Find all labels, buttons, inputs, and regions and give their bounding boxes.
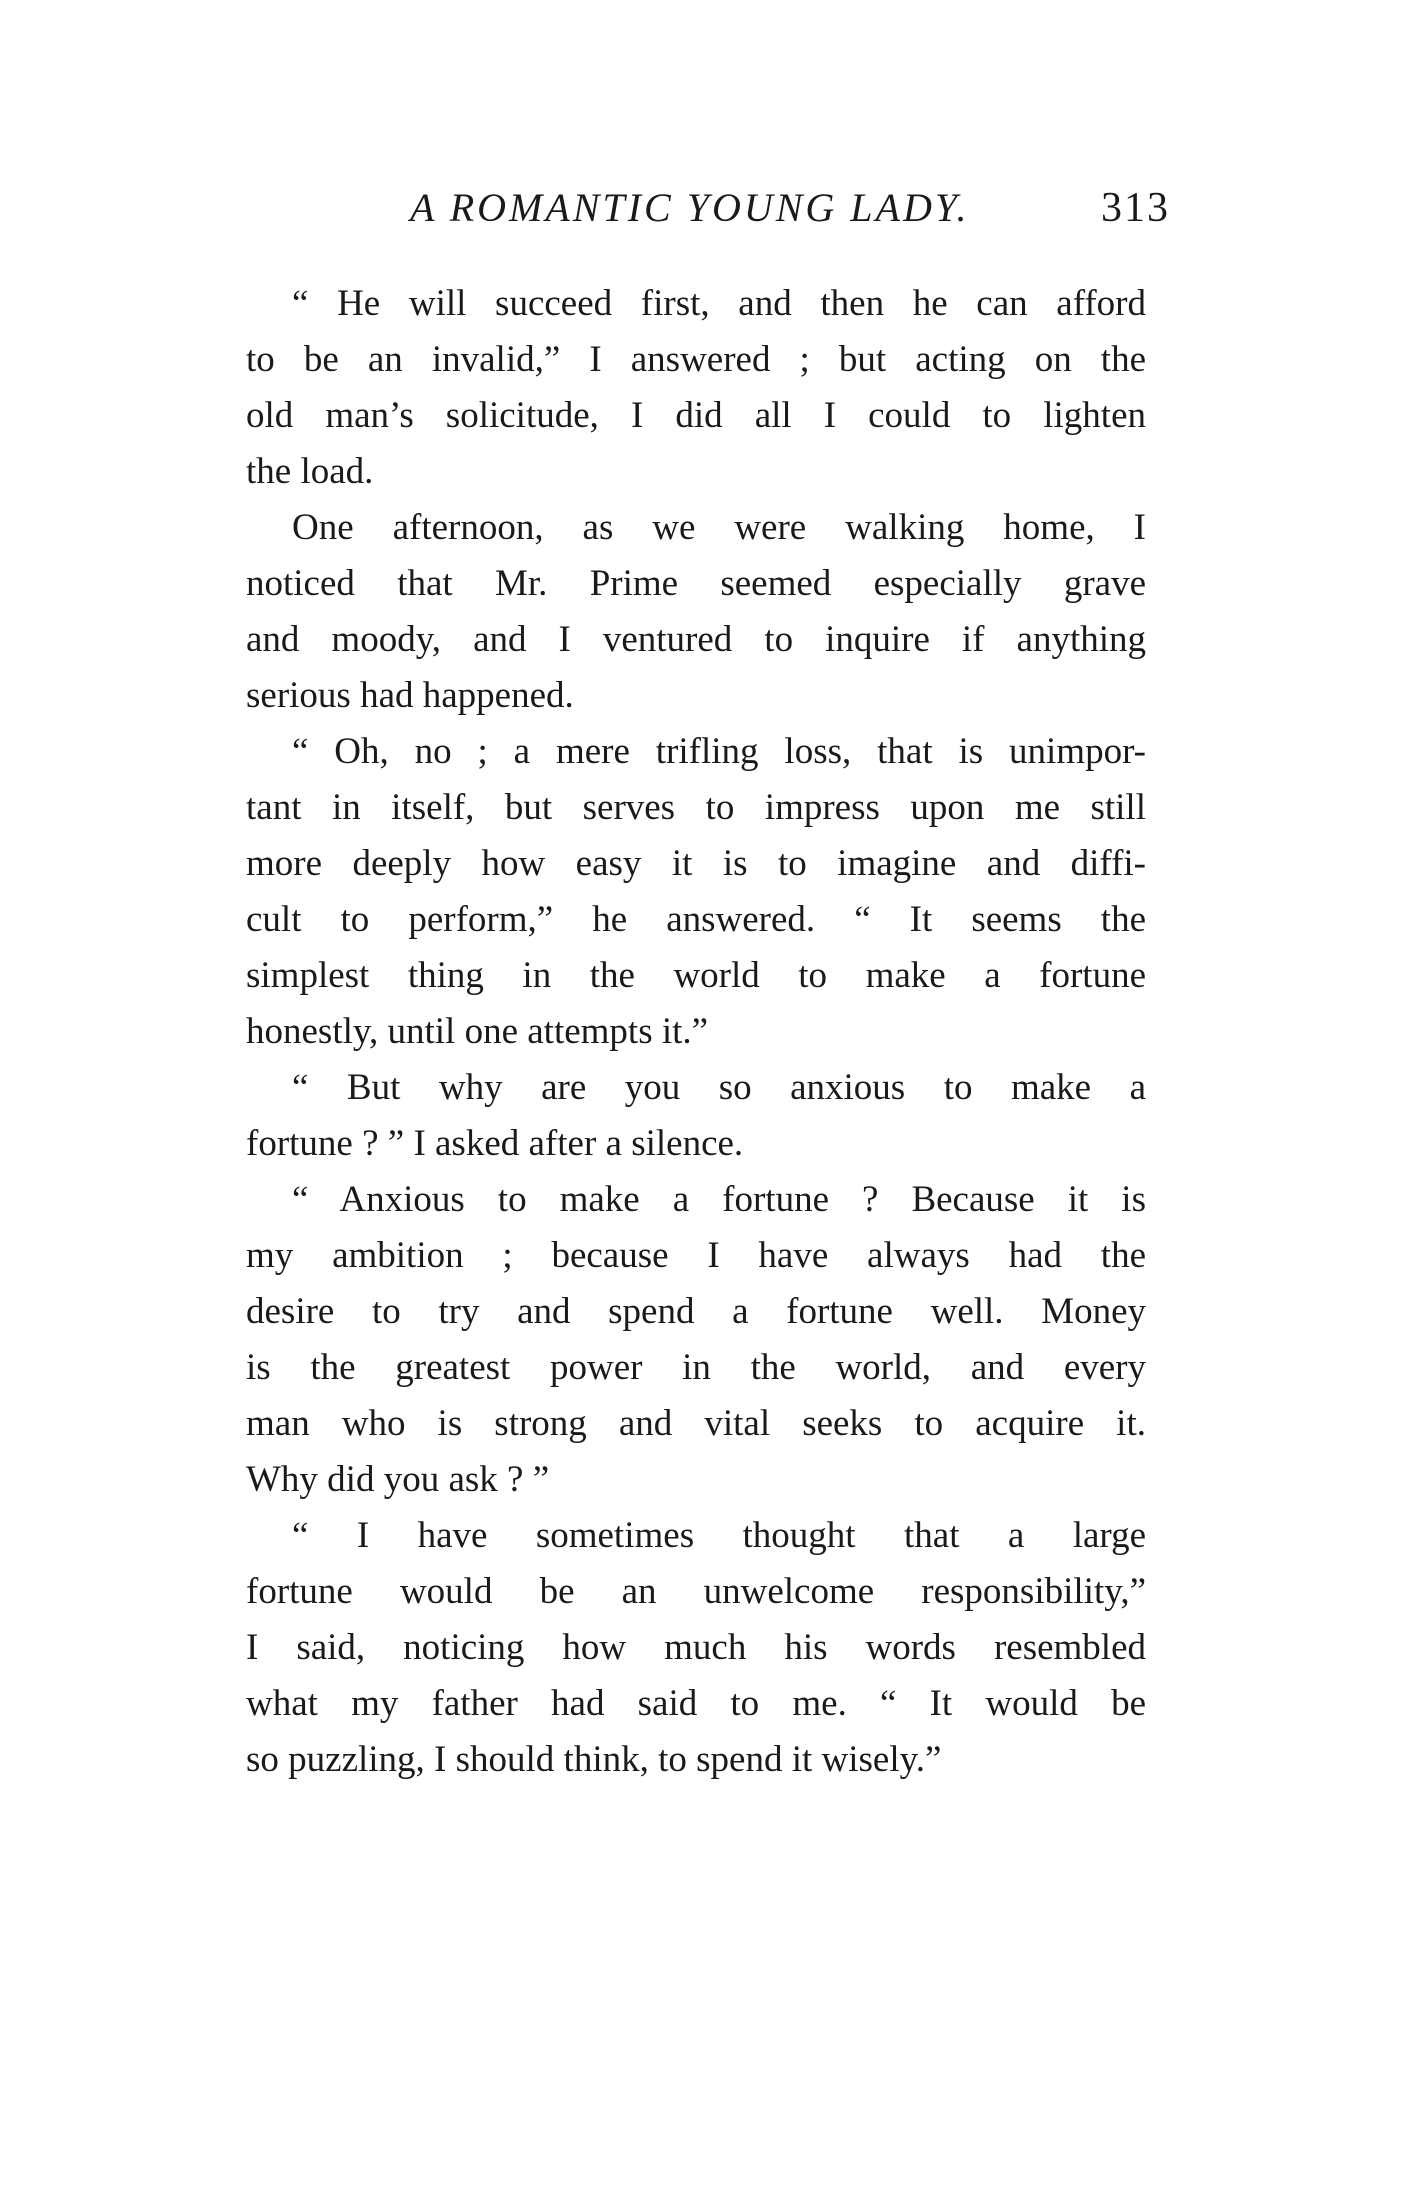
page-number: 313 <box>1101 185 1170 231</box>
text-line: what my father had said to me. “ It would be <box>246 1683 1146 1724</box>
text-line: fortune would be an unwelcome responsibility,” <box>246 1571 1146 1612</box>
text-line: noticed that Mr. Prime seemed especially grave <box>246 563 1146 604</box>
text-line: simplest thing in the world to make a fortune <box>246 955 1146 996</box>
text-line: serious had happened. <box>246 675 574 716</box>
text-line: honestly, until one attempts it.” <box>246 1011 709 1052</box>
body-text <box>246 276 1146 1788</box>
text-line: more deeply how easy it is to imagine and diffi- <box>246 843 1146 884</box>
text-line: my ambition ; because I have always had the <box>246 1235 1146 1276</box>
running-title: A ROMANTIC YOUNG LADY. <box>410 185 970 230</box>
running-head <box>410 178 1170 238</box>
text-line: “ He will succeed first, and then he can afford <box>292 283 1146 324</box>
text-line: “ I have sometimes thought that a large <box>292 1515 1146 1556</box>
text-line: One afternoon, as we were walking home, I <box>292 507 1146 548</box>
text-line: “ Oh, no ; a mere trifling loss, that is unimpor- <box>292 731 1146 772</box>
text-line: desire to try and spend a fortune well. Money <box>246 1291 1146 1332</box>
text-line: fortune ? ” I asked after a silence. <box>246 1123 744 1164</box>
text-line: cult to perform,” he answered. “ It seems the <box>246 899 1146 940</box>
text-line: “ Anxious to make a fortune ? Because it is <box>292 1179 1146 1220</box>
text-line: is the greatest power in the world, and every <box>246 1347 1146 1388</box>
text-line: I said, noticing how much his words resembled <box>246 1627 1146 1668</box>
text-line: old man’s solicitude, I did all I could to lighten <box>246 395 1146 436</box>
text-line: tant in itself, but serves to impress upon me still <box>246 787 1146 828</box>
text-line: and moody, and I ventured to inquire if anything <box>246 619 1146 660</box>
text-line: Why did you ask ? ” <box>246 1459 550 1500</box>
text-line: to be an invalid,” I answered ; but acting on the <box>246 339 1146 380</box>
text-line: the load. <box>246 451 374 492</box>
text-line: so puzzling, I should think, to spend it wisely.” <box>246 1739 942 1780</box>
text-line: man who is strong and vital seeks to acquire it. <box>246 1403 1146 1444</box>
text-line: “ But why are you so anxious to make a <box>292 1067 1146 1108</box>
